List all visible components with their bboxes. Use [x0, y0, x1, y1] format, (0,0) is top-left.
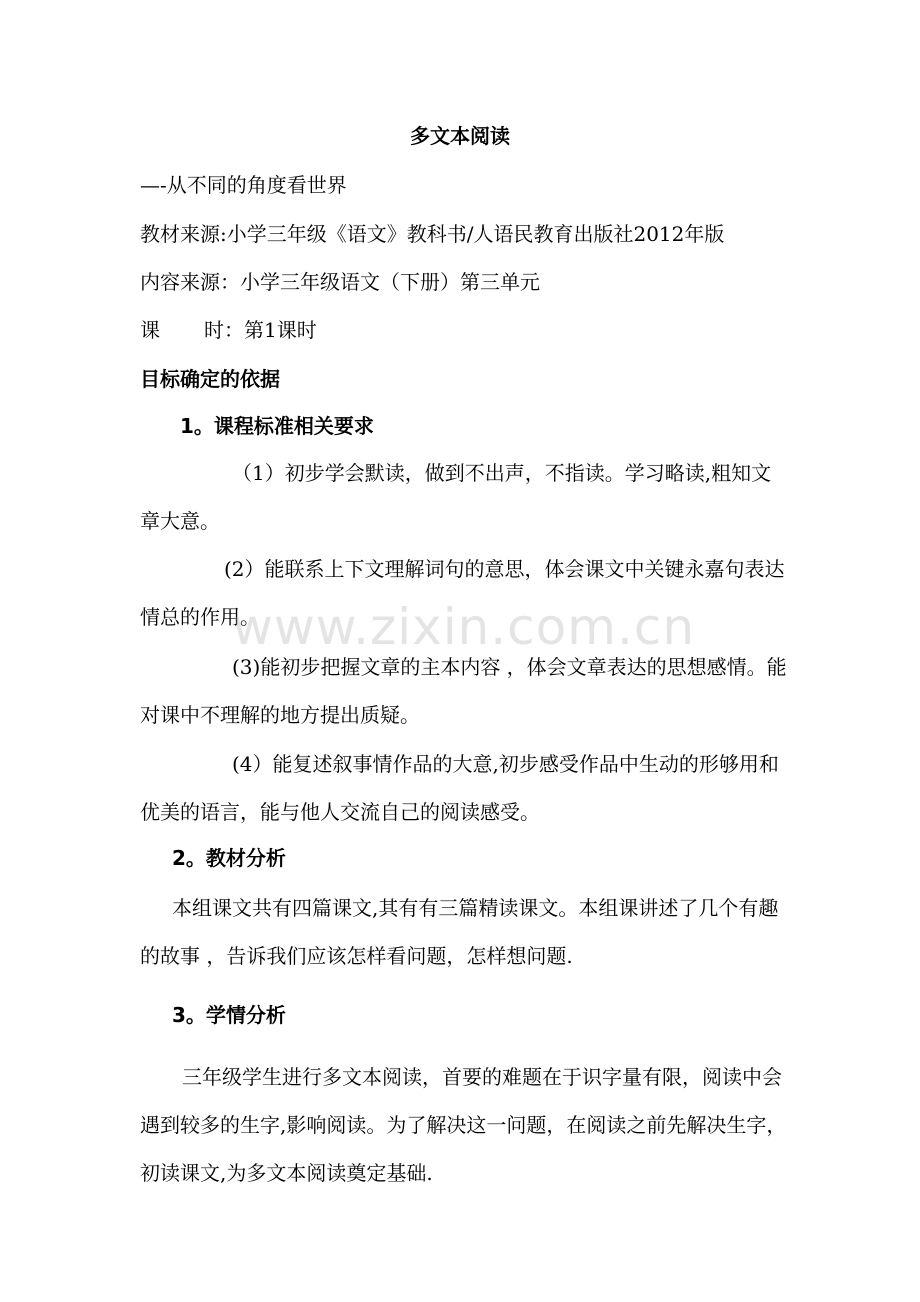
lesson-period: [140, 315, 800, 345]
watermark: www.zixin.com.cn: [232, 598, 696, 656]
document-title: 多文本阅读: [410, 124, 510, 148]
sub3-heading: 3。学情分析: [172, 1003, 286, 1027]
standard-item-4: (4）能复述叙事情作品的大意,初步感受作品中生动的形够用和优美的语言，能与他人交流自己的阅读感受。: [140, 752, 779, 824]
standard-item-1: （1）初步学会默读，做到不出声，不指读。学习略读,粗知文章大意。: [140, 461, 772, 533]
lesson-label: 课: [140, 318, 160, 342]
sub1-heading: 1。课程标准相关要求: [180, 414, 374, 438]
student-analysis-text: 三年级学生进行多文本阅读，首要的难题在于识字量有限，阅读中会遇到较多的生字,影响阅读。为了解决这一问题，在阅读之前先解决生字，初读课文,为多文本阅读奠定基础.: [140, 1065, 787, 1185]
content-source: 内容来源：小学三年级语文（下册）第三单元: [140, 270, 540, 294]
sub2-heading: 2。教材分析: [172, 846, 286, 870]
standard-item-2: (2）能联系上下文理解词句的意思，体会课文中关键永嘉句表达情总的作用。: [140, 557, 785, 629]
textbook-analysis-text: 本组课文共有四篇课文,其有有三篇精读课文。本组课讲述了几个有趣的故事 ，告诉我们应该怎样看问题，怎样想问题.: [140, 896, 779, 968]
textbook-source: 教材来源:小学三年级《语文》教科书/人语民教育出版社2012年版: [140, 222, 725, 246]
section-basis-heading: 目标确定的依据: [140, 367, 280, 391]
document-subtitle: —-从不同的角度看世界: [140, 173, 347, 197]
standard-item-3: (3)能初步把握文章的主本内容 ，体会文章表达的思想感情。能对课中不理解的地方提出质疑。: [140, 655, 787, 727]
lesson-value: 时：第1课时: [204, 318, 317, 342]
